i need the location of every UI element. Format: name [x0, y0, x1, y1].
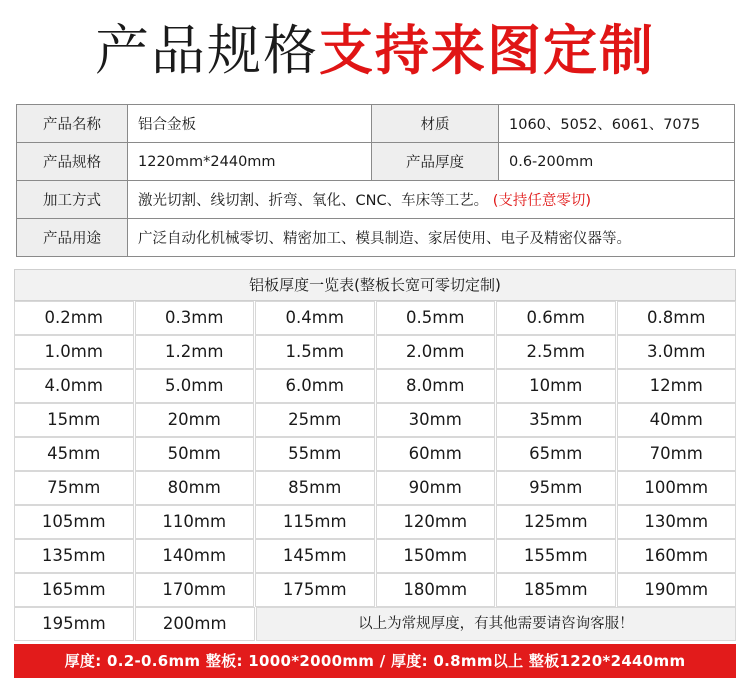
spec-value: 1060、5052、6061、7075: [499, 105, 735, 143]
footer-banner: 厚度: 0.2-0.6mm 整板: 1000*2000mm / 厚度: 0.8mm以上 整板1220*2440mm: [14, 644, 736, 678]
spec-label: 产品规格: [17, 143, 128, 181]
thickness-cell: 3.0mm: [617, 335, 737, 369]
thickness-cell: 0.3mm: [135, 301, 255, 335]
thickness-cell: 1.2mm: [135, 335, 255, 369]
thickness-cell: 0.8mm: [617, 301, 737, 335]
thickness-cell: 60mm: [376, 437, 496, 471]
spec-label: 产品厚度: [372, 143, 499, 181]
thickness-rows: [14, 301, 736, 607]
thickness-cell: 180mm: [376, 573, 496, 607]
thickness-cell: 75mm: [14, 471, 134, 505]
thickness-cell: 2.0mm: [376, 335, 496, 369]
thickness-cell: 25mm: [255, 403, 375, 437]
thickness-row: [14, 573, 736, 607]
thickness-cell: 55mm: [255, 437, 375, 471]
thickness-cell: 170mm: [135, 573, 255, 607]
thickness-cell: 120mm: [376, 505, 496, 539]
thickness-cell: 115mm: [255, 505, 375, 539]
thickness-cell: 150mm: [376, 539, 496, 573]
thickness-cell: 15mm: [14, 403, 134, 437]
spec-row-size: [17, 143, 735, 181]
thickness-row: [14, 335, 736, 369]
thickness-cell: 130mm: [617, 505, 737, 539]
process-text: 激光切割、线切割、折弯、氧化、CNC、车床等工艺。: [138, 193, 489, 209]
thickness-cell: 155mm: [496, 539, 616, 573]
process-note: (支持任意零切): [492, 193, 592, 209]
thickness-cell: 100mm: [617, 471, 737, 505]
title-main: 产品规格: [95, 19, 319, 82]
thickness-table-title: 铝板厚度一览表(整板长宽可零切定制): [14, 269, 736, 301]
thickness-cell: 95mm: [496, 471, 616, 505]
thickness-cell: 35mm: [496, 403, 616, 437]
thickness-row: [14, 471, 736, 505]
thickness-cell: 0.4mm: [255, 301, 375, 335]
spec-value: 0.6-200mm: [499, 143, 735, 181]
spec-label: 产品名称: [17, 105, 128, 143]
thickness-cell: 0.2mm: [14, 301, 134, 335]
thickness-cell: 30mm: [376, 403, 496, 437]
thickness-cell: 1.0mm: [14, 335, 134, 369]
thickness-cell: 140mm: [135, 539, 255, 573]
thickness-cell: 20mm: [135, 403, 255, 437]
thickness-cell: 90mm: [376, 471, 496, 505]
spec-label: 材质: [372, 105, 499, 143]
thickness-table: [14, 269, 736, 641]
thickness-cell: 12mm: [617, 369, 737, 403]
spec-value-wide: 广泛自动化机械零切、精密加工、模具制造、家居使用、电子及精密仪器等。: [128, 219, 735, 257]
thickness-cell: 0.6mm: [496, 301, 616, 335]
thickness-cell: 85mm: [255, 471, 375, 505]
spec-value: 1220mm*2440mm: [128, 143, 372, 181]
thickness-cell: 4.0mm: [14, 369, 134, 403]
thickness-row: [14, 369, 736, 403]
thickness-row: [14, 403, 736, 437]
thickness-cell: 165mm: [14, 573, 134, 607]
thickness-cell: 0.5mm: [376, 301, 496, 335]
title-highlight: 支持来图定制: [319, 19, 655, 82]
thickness-row: [14, 539, 736, 573]
spec-table: [16, 104, 735, 257]
spec-row-usage: [17, 219, 735, 257]
thickness-cell: 175mm: [255, 573, 375, 607]
spec-row-name: [17, 105, 735, 143]
thickness-cell: 6.0mm: [255, 369, 375, 403]
spec-value: 铝合金板: [128, 105, 372, 143]
thickness-cell: 110mm: [135, 505, 255, 539]
thickness-cell: 145mm: [255, 539, 375, 573]
thickness-cell: 195mm: [14, 607, 134, 641]
thickness-cell: 65mm: [496, 437, 616, 471]
thickness-cell: 8.0mm: [376, 369, 496, 403]
spec-value-wide: [128, 181, 735, 219]
page-title: [0, 14, 750, 88]
thickness-cell: 40mm: [617, 403, 737, 437]
thickness-cell: 160mm: [617, 539, 737, 573]
spec-label: 加工方式: [17, 181, 128, 219]
spec-row-process: [17, 181, 735, 219]
thickness-cell: 185mm: [496, 573, 616, 607]
thickness-cell: 190mm: [617, 573, 737, 607]
thickness-row-last: [14, 607, 736, 641]
thickness-row: [14, 437, 736, 471]
thickness-cell: 5.0mm: [135, 369, 255, 403]
thickness-cell: 125mm: [496, 505, 616, 539]
thickness-cell: 50mm: [135, 437, 255, 471]
thickness-row: [14, 505, 736, 539]
thickness-cell: 105mm: [14, 505, 134, 539]
thickness-cell: 80mm: [135, 471, 255, 505]
thickness-cell: 10mm: [496, 369, 616, 403]
thickness-note: 以上为常规厚度，有其他需要请咨询客服！: [256, 607, 736, 641]
thickness-cell: 1.5mm: [255, 335, 375, 369]
thickness-cell: 135mm: [14, 539, 134, 573]
thickness-cell: 2.5mm: [496, 335, 616, 369]
thickness-cell: 45mm: [14, 437, 134, 471]
thickness-row: [14, 301, 736, 335]
thickness-cell: 200mm: [135, 607, 255, 641]
spec-label: 产品用途: [17, 219, 128, 257]
thickness-cell: 70mm: [617, 437, 737, 471]
